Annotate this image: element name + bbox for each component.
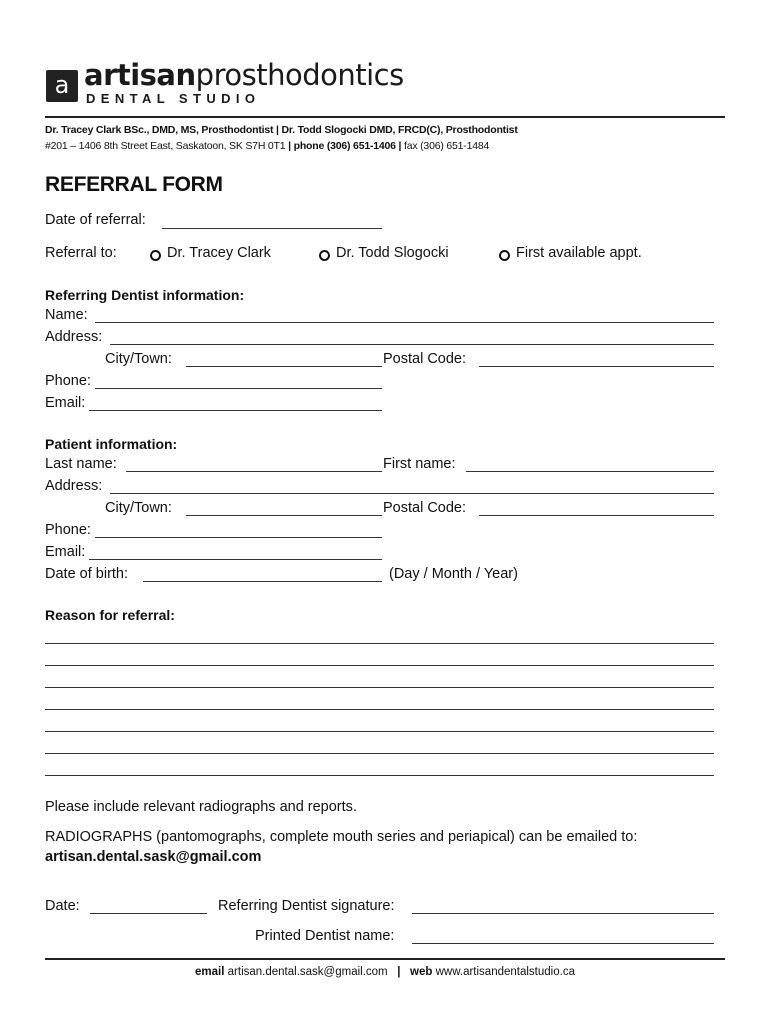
footer	[0, 966, 770, 978]
reason-line[interactable]	[45, 775, 714, 776]
reason-line[interactable]	[45, 709, 714, 710]
patient-postal-label: Postal Code:	[383, 500, 467, 516]
patient-email-label: Email:	[45, 544, 86, 560]
footer-divider	[45, 958, 725, 960]
logo-wordmark	[84, 58, 404, 92]
patient-dob-format: (Day / Month / Year)	[389, 566, 518, 582]
footer-web-label: web	[410, 966, 433, 978]
patient-email-field[interactable]	[89, 559, 382, 560]
referral-to-label: Referral to:	[45, 245, 117, 261]
clinic-address: #201 – 1406 8th Street East, Saskatoon, SK S7H 0T1	[45, 140, 286, 152]
patient-first-name-label: First name:	[383, 456, 456, 472]
brand-light: prosthodontics	[195, 58, 404, 92]
patient-last-name-label: Last name:	[45, 456, 117, 472]
dentist-address-label: Address:	[45, 329, 103, 345]
dentist-section-heading: Referring Dentist information:	[45, 287, 245, 303]
footer-web: www.artisandentalstudio.ca	[435, 966, 575, 978]
radio-todd-slogocki[interactable]	[319, 250, 330, 261]
date-label: Date:	[45, 898, 80, 914]
date-of-referral-label: Date of referral:	[45, 212, 146, 228]
printed-name-label: Printed Dentist name:	[255, 928, 395, 944]
patient-postal-field[interactable]	[479, 515, 714, 516]
patient-last-name-field[interactable]	[126, 471, 382, 472]
radio-tracey-clark[interactable]	[150, 250, 161, 261]
separator: |	[397, 966, 401, 978]
printed-name-field[interactable]	[412, 943, 714, 944]
reason-heading: Reason for referral:	[45, 607, 175, 623]
patient-first-name-field[interactable]	[466, 471, 714, 472]
footer-email: artisan.dental.sask@gmail.com	[227, 966, 388, 978]
patient-city-label: City/Town:	[105, 500, 172, 516]
header-divider	[45, 116, 725, 118]
dentist-email-label: Email:	[45, 395, 86, 411]
dentist-email-field[interactable]	[89, 410, 382, 411]
signature-label: Referring Dentist signature:	[218, 898, 395, 914]
patient-city-field[interactable]	[186, 515, 382, 516]
option-first-available: First available appt.	[516, 245, 642, 261]
separator: |	[398, 140, 402, 152]
signature-field[interactable]	[412, 913, 714, 914]
dentist-phone-label: Phone:	[45, 373, 91, 389]
logo-mark	[46, 70, 78, 102]
patient-dob-label: Date of birth:	[45, 566, 129, 582]
patient-section-heading: Patient information:	[45, 436, 178, 452]
radiographs-email-note: RADIOGRAPHS (pantomographs, complete mouth series and periapical) can be emailed to:	[45, 829, 638, 845]
logo-tagline: DENTAL STUDIO	[86, 91, 261, 106]
date-of-referral-field[interactable]	[162, 228, 382, 229]
doctors-line: Dr. Tracey Clark BSc., DMD, MS, Prosthodontist | Dr. Todd Slogocki DMD, FRCD(C), Prosthodontist	[45, 124, 518, 136]
dentist-city-label: City/Town:	[105, 351, 172, 367]
patient-dob-field[interactable]	[143, 581, 382, 582]
option-tracey-clark: Dr. Tracey Clark	[167, 245, 271, 261]
option-todd-slogocki: Dr. Todd Slogocki	[336, 245, 449, 261]
footer-email-label: email	[195, 966, 225, 978]
radiographs-note: Please include relevant radiographs and reports.	[45, 799, 357, 815]
contact-line	[45, 140, 489, 152]
dentist-city-field[interactable]	[186, 366, 382, 367]
reason-line[interactable]	[45, 687, 714, 688]
dentist-name-field[interactable]	[95, 322, 714, 323]
separator: |	[288, 140, 291, 152]
dentist-postal-label: Postal Code:	[383, 351, 467, 367]
clinic-fax: fax (306) 651-1484	[404, 140, 490, 152]
date-field[interactable]	[90, 913, 207, 914]
logo-letter: a	[54, 71, 70, 99]
dentist-address-field[interactable]	[110, 344, 714, 345]
radiographs-email: artisan.dental.sask@gmail.com	[45, 849, 262, 865]
reason-line[interactable]	[45, 643, 714, 644]
dentist-name-label: Name:	[45, 307, 88, 323]
dentist-phone-field[interactable]	[95, 388, 382, 389]
patient-address-label: Address:	[45, 478, 103, 494]
radio-first-available[interactable]	[499, 250, 510, 261]
clinic-phone: phone (306) 651-1406	[293, 140, 396, 152]
reason-line[interactable]	[45, 731, 714, 732]
form-title: REFERRAL FORM	[45, 173, 223, 196]
reason-line[interactable]	[45, 753, 714, 754]
patient-phone-field[interactable]	[95, 537, 382, 538]
reason-line[interactable]	[45, 665, 714, 666]
patient-phone-label: Phone:	[45, 522, 91, 538]
brand-bold: artisan	[84, 58, 196, 92]
patient-address-field[interactable]	[110, 493, 714, 494]
dentist-postal-field[interactable]	[479, 366, 714, 367]
